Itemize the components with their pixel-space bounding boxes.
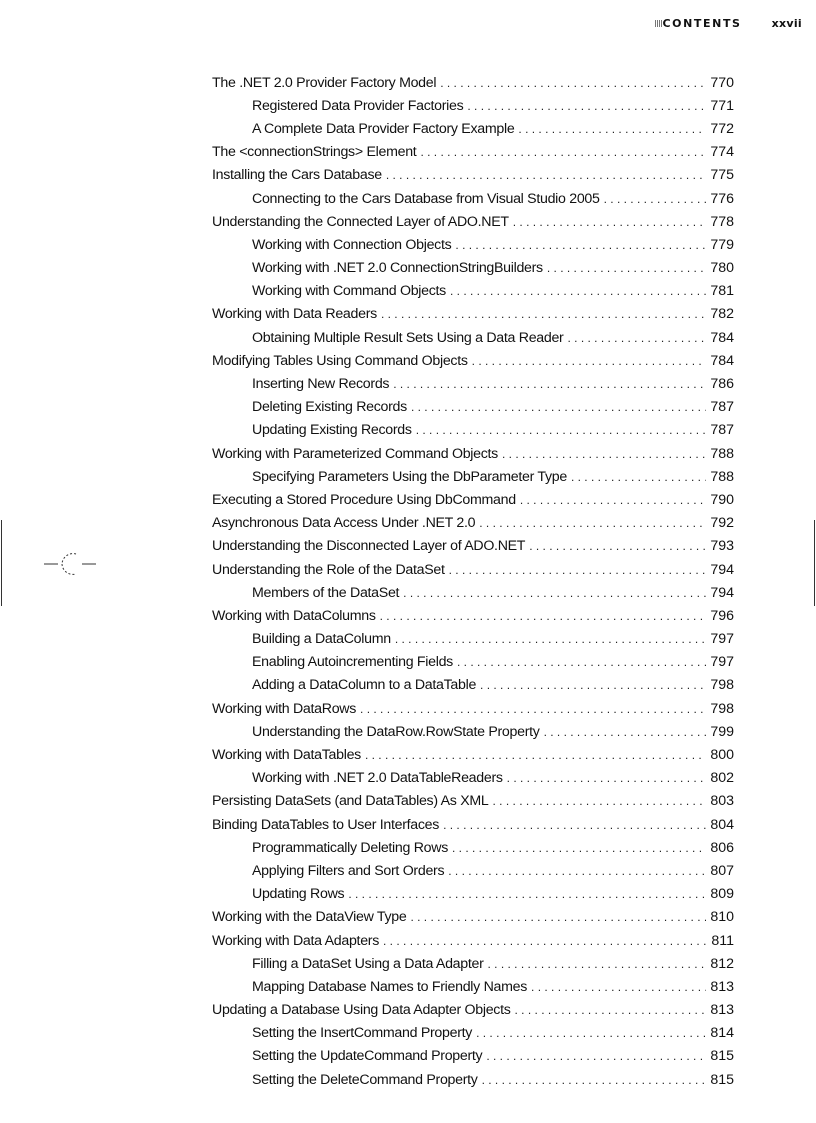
toc-entry-title: The <connectionStrings> Element: [212, 144, 417, 161]
dot-leader: [381, 307, 706, 321]
toc-entry-title: Inserting New Records: [252, 376, 390, 393]
dot-leader: [450, 284, 706, 298]
toc-entry-title: Persisting DataSets (and DataTables) As XML: [212, 793, 489, 810]
toc-entry-title: Working with Data Adapters: [212, 932, 380, 949]
toc-entry: [212, 349, 734, 372]
dot-leader: [416, 423, 707, 437]
toc-entry-title: The .NET 2.0 Provider Factory Model: [212, 74, 437, 91]
running-header: [655, 14, 803, 32]
toc-entry-page: 799: [710, 723, 734, 740]
dot-leader: [365, 748, 706, 762]
dot-leader: [410, 910, 706, 924]
toc-entry: [212, 164, 734, 187]
toc-entry-page: 796: [710, 607, 734, 624]
toc-entry-page: 788: [710, 468, 734, 485]
dot-leader: [411, 400, 706, 414]
section-label-text: CONTENTS: [662, 16, 742, 30]
toc-entry-page: 781: [710, 283, 734, 300]
toc-entry-page: 810: [710, 909, 734, 926]
toc-entry-page: 811: [711, 932, 734, 949]
toc-entry-page: 775: [710, 167, 734, 184]
toc-entry-title: Understanding the Disconnected Layer of ADO.NET: [212, 538, 526, 555]
toc-entry-title: Filling a DataSet Using a Data Adapter: [252, 955, 484, 972]
toc-entry: [212, 465, 734, 488]
toc-entry-title: Specifying Parameters Using the DbParameter Type: [252, 468, 567, 485]
toc-entry: [212, 952, 734, 975]
toc-entry-page: 790: [710, 491, 734, 508]
toc-entry-page: 776: [710, 190, 734, 207]
dot-leader: [395, 632, 707, 646]
toc-entry-title: Asynchronous Data Access Under .NET 2.0: [212, 515, 476, 532]
toc-entry: [212, 488, 734, 511]
toc-entry: [212, 743, 734, 766]
toc-entry-page: 815: [710, 1071, 734, 1088]
dot-leader: [448, 864, 706, 878]
toc-entry: [212, 372, 734, 395]
toc-entry-title: Obtaining Multiple Result Sets Using a Data Reader: [252, 329, 564, 346]
dot-leader: [531, 980, 706, 994]
toc-entry-page: 787: [710, 422, 734, 439]
dot-leader: [604, 192, 707, 206]
toc-entry: [212, 813, 734, 836]
toc-entry-page: 800: [710, 747, 734, 764]
toc-entry: [212, 558, 734, 581]
toc-entry-title: Adding a DataColumn to a DataTable: [252, 677, 477, 694]
toc-entry-page: 786: [710, 376, 734, 393]
dot-leader: [520, 493, 707, 507]
toc-entry: [212, 1022, 734, 1045]
toc-entry-page: 782: [710, 306, 734, 323]
toc-entry-title: Working with Connection Objects: [252, 236, 452, 253]
toc-entry-title: Understanding the Connected Layer of ADO.NET: [212, 213, 509, 230]
toc-entry: [212, 674, 734, 697]
toc-entry-title: Working with Data Readers: [212, 306, 377, 323]
toc-entry-page: 770: [710, 74, 734, 91]
table-of-contents: [212, 71, 734, 1091]
dot-leader: [440, 76, 706, 90]
dot-leader: [476, 1026, 706, 1040]
toc-entry-page: 794: [710, 584, 734, 601]
dot-leader: [383, 934, 707, 948]
toc-entry: [212, 257, 734, 280]
toc-entry-title: Connecting to the Cars Database from Visual Studio 2005: [252, 190, 600, 207]
toc-entry: [212, 906, 734, 929]
toc-entry: [212, 280, 734, 303]
toc-entry: [212, 141, 734, 164]
dot-leader: [467, 99, 706, 113]
toc-entry-page: 815: [710, 1048, 734, 1065]
toc-entry-title: Working with Parameterized Command Objects: [212, 445, 498, 462]
toc-entry-page: 779: [710, 236, 734, 253]
toc-entry-title: Working with DataColumns: [212, 607, 376, 624]
toc-entry-page: 780: [710, 260, 734, 277]
toc-entry-title: Working with .NET 2.0 ConnectionStringBuilders: [252, 260, 543, 277]
toc-entry: [212, 442, 734, 465]
toc-entry-title: Deleting Existing Records: [252, 399, 407, 416]
dot-leader: [393, 377, 706, 391]
toc-entry: [212, 326, 734, 349]
toc-entry-page: 778: [710, 213, 734, 230]
toc-entry-title: Setting the UpdateCommand Property: [252, 1048, 483, 1065]
toc-entry: [212, 604, 734, 627]
toc-entry-page: 806: [710, 839, 734, 856]
dot-leader: [452, 841, 706, 855]
toc-entry: [212, 94, 734, 117]
toc-entry-page: 784: [710, 329, 734, 346]
dot-leader: [386, 168, 706, 182]
toc-entry: [212, 535, 734, 558]
toc-entry-title: Executing a Stored Procedure Using DbCommand: [212, 491, 516, 508]
dot-leader: [507, 771, 707, 785]
dot-leader: [529, 539, 706, 553]
toc-entry-page: 803: [710, 793, 734, 810]
toc-entry: [212, 697, 734, 720]
toc-entry-page: 774: [710, 144, 734, 161]
toc-entry-title: Building a DataColumn: [252, 631, 391, 648]
toc-entry-title: Setting the InsertCommand Property: [252, 1025, 473, 1042]
toc-entry-page: 792: [710, 515, 734, 532]
toc-entry-page: 812: [710, 955, 734, 972]
toc-entry-title: Working with DataTables: [212, 747, 361, 764]
dot-leader: [502, 447, 706, 461]
toc-entry: [212, 767, 734, 790]
toc-entry-page: 813: [710, 1002, 734, 1019]
toc-entry: [212, 975, 734, 998]
toc-entry-page: 787: [710, 399, 734, 416]
toc-entry: [212, 1045, 734, 1068]
dot-leader: [547, 261, 706, 275]
toc-entry-title: Enabling Autoincrementing Fields: [252, 654, 453, 671]
dot-leader: [544, 725, 707, 739]
left-crop-line: [1, 520, 2, 606]
toc-entry-title: Mapping Database Names to Friendly Names: [252, 978, 528, 995]
dot-leader: [513, 215, 707, 229]
toc-entry-page: 794: [710, 561, 734, 578]
toc-entry: [212, 396, 734, 419]
dot-leader: [457, 655, 706, 669]
toc-entry-page: 798: [710, 677, 734, 694]
toc-entry: [212, 883, 734, 906]
toc-entry-page: 771: [710, 97, 734, 114]
toc-entry: [212, 303, 734, 326]
toc-entry-title: Setting the DeleteCommand Property: [252, 1071, 478, 1088]
toc-entry: [212, 720, 734, 743]
toc-entry-page: 797: [710, 631, 734, 648]
toc-entry: [212, 581, 734, 604]
toc-entry-page: 788: [710, 445, 734, 462]
toc-entry: [212, 651, 734, 674]
toc-entry-page: 807: [710, 862, 734, 879]
toc-entry: [212, 71, 734, 94]
toc-entry: [212, 790, 734, 813]
toc-entry-page: 809: [710, 886, 734, 903]
toc-entry: [212, 929, 734, 952]
right-crop-line: [814, 520, 815, 606]
dot-leader: [515, 1003, 707, 1017]
toc-entry-page: 804: [710, 816, 734, 833]
section-marker-icon: [655, 20, 662, 27]
toc-entry-page: 784: [710, 352, 734, 369]
toc-entry-page: 772: [710, 120, 734, 137]
toc-entry: [212, 859, 734, 882]
toc-entry-title: Modifying Tables Using Command Objects: [212, 352, 468, 369]
dot-leader: [380, 609, 707, 623]
toc-entry-title: Working with DataRows: [212, 700, 357, 717]
dot-leader: [482, 1073, 707, 1087]
toc-entry-title: Programmatically Deleting Rows: [252, 839, 448, 856]
toc-entry: [212, 836, 734, 859]
toc-entry-title: Registered Data Provider Factories: [252, 97, 464, 114]
toc-entry-title: Working with .NET 2.0 DataTableReaders: [252, 770, 503, 787]
dot-leader: [567, 331, 706, 345]
dot-leader: [480, 678, 706, 692]
toc-entry-title: A Complete Data Provider Factory Example: [252, 120, 515, 137]
page-number: xxvii: [771, 16, 802, 30]
toc-entry: [212, 117, 734, 140]
dot-leader: [472, 354, 707, 368]
toc-entry-page: 813: [710, 978, 734, 995]
toc-entry-page: 798: [710, 700, 734, 717]
toc-entry-title: Understanding the Role of the DataSet: [212, 561, 445, 578]
toc-entry: [212, 512, 734, 535]
dot-leader: [420, 145, 706, 159]
dot-leader: [443, 818, 706, 832]
toc-entry: [212, 187, 734, 210]
dot-leader: [571, 470, 706, 484]
toc-entry: [212, 210, 734, 233]
dot-leader: [518, 122, 706, 136]
section-label: [655, 17, 742, 30]
dot-leader: [488, 957, 707, 971]
dot-leader: [403, 586, 706, 600]
toc-entry-title: Installing the Cars Database: [212, 167, 382, 184]
toc-entry-page: 814: [710, 1025, 734, 1042]
toc-entry: [212, 628, 734, 651]
toc-entry-title: Updating Existing Records: [252, 422, 412, 439]
dot-leader: [486, 1049, 706, 1063]
dot-leader: [455, 238, 706, 252]
toc-entry-page: 797: [710, 654, 734, 671]
toc-entry-title: Binding DataTables to User Interfaces: [212, 816, 440, 833]
toc-entry: [212, 233, 734, 256]
toc-entry: [212, 419, 734, 442]
registration-mark-icon: [0, 520, 100, 606]
toc-entry-title: Working with the DataView Type: [212, 909, 407, 926]
toc-entry: [212, 1068, 734, 1091]
toc-entry-page: 802: [710, 770, 734, 787]
toc-entry-title: Applying Filters and Sort Orders: [252, 862, 445, 879]
toc-entry: [212, 999, 734, 1022]
toc-entry-title: Understanding the DataRow.RowState Property: [252, 723, 540, 740]
dot-leader: [479, 516, 706, 530]
toc-entry-title: Members of the DataSet: [252, 584, 400, 601]
toc-entry-title: Updating a Database Using Data Adapter Objects: [212, 1002, 511, 1019]
toc-entry-page: 793: [710, 538, 734, 555]
toc-entry-title: Working with Command Objects: [252, 283, 446, 300]
dot-leader: [493, 794, 707, 808]
toc-entry-title: Updating Rows: [252, 886, 345, 903]
dot-leader: [348, 887, 706, 901]
dot-leader: [360, 702, 706, 716]
dot-leader: [449, 563, 707, 577]
